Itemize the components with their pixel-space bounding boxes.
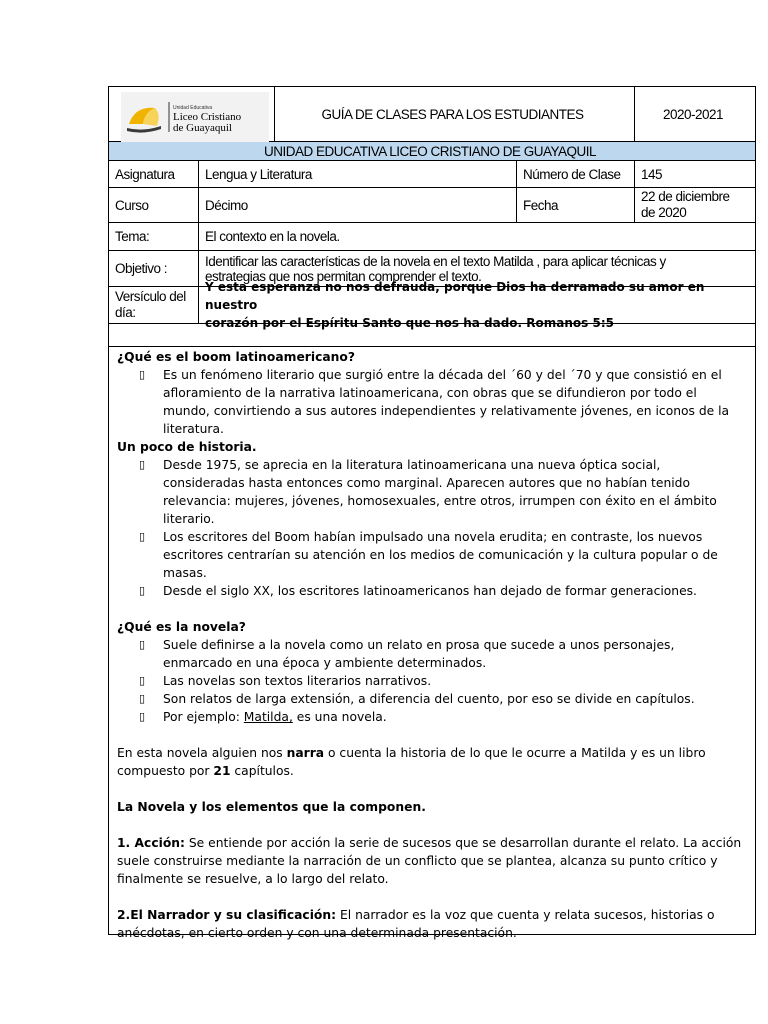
text-span: capítulos. bbox=[230, 764, 294, 778]
text-span: Por ejemplo: bbox=[163, 710, 244, 724]
school-year: 2020-2021 bbox=[662, 106, 724, 122]
curso-row bbox=[109, 188, 755, 223]
asignatura-row bbox=[109, 161, 755, 188]
accion-line-1 bbox=[117, 834, 745, 852]
elementos-heading: La Novela y los elementos que la componen. bbox=[117, 800, 426, 814]
text-span: 21 bbox=[213, 764, 231, 778]
fecha-value-line-1: 22 de diciembre bbox=[641, 189, 730, 204]
institution-name: UNIDAD EDUCATIVA LICEO CRISTIANO DE GUAYAQUIL bbox=[263, 143, 597, 159]
text-line: Son relatos de larga extensión, a diferencia del cuento, por eso se divide en capítulos. bbox=[163, 692, 695, 706]
title-cell bbox=[275, 87, 635, 141]
text-line: literatura. bbox=[163, 422, 224, 436]
text-line: Los escritores del Boom habían impulsado una novela erudita; en contraste, los nuevos bbox=[163, 530, 703, 544]
logo-line-3: de Guayaquil bbox=[173, 122, 232, 134]
bullet-item bbox=[117, 636, 745, 672]
text-line: Desde el siglo XX, los escritores latinoamericanos han dejado de formar generaciones. bbox=[163, 584, 697, 598]
institution-row bbox=[109, 142, 755, 161]
accion-line-2: suele construirse mediante la narración de un conflicto que se plantea, alcanza su punto crítico y bbox=[117, 854, 718, 868]
novela-heading: ¿Qué es la novela? bbox=[117, 620, 246, 634]
text-line: enmarcado en una época y ambiente determinados. bbox=[163, 656, 487, 670]
text-span: narra bbox=[286, 746, 325, 760]
bullet-item bbox=[117, 690, 745, 708]
versiculo-label-line-1: Versículo del bbox=[115, 289, 186, 304]
year-cell bbox=[635, 87, 755, 141]
bullet-item bbox=[117, 708, 745, 726]
header-row bbox=[109, 87, 755, 142]
text-span: En esta novela alguien nos bbox=[117, 746, 287, 760]
narra-paragraph-line-1 bbox=[117, 744, 745, 762]
text-line: afloramiento de la narrativa latinoamericana, con obras que se difundieron por todo el bbox=[163, 386, 697, 400]
tema-row bbox=[109, 223, 755, 251]
bullet-item bbox=[117, 582, 745, 600]
bullet-icon: ▯ bbox=[139, 368, 146, 381]
objetivo-line-2: estrategias que nos permitan comprender el texto. bbox=[205, 268, 482, 284]
text-span: compuesto por bbox=[117, 764, 214, 778]
versiculo-line-2: corazón por el Espíritu Santo que nos ha dado. Romanos 5:5 bbox=[205, 316, 614, 330]
curso-value: Décimo bbox=[205, 197, 248, 213]
curso-label: Curso bbox=[115, 197, 149, 213]
bullet-icon: ▯ bbox=[139, 638, 146, 651]
numero-label: Número de Clase bbox=[523, 166, 621, 182]
bullet-item bbox=[117, 456, 745, 528]
narrador-label: 2.El Narrador y su clasificación: bbox=[117, 908, 337, 922]
empty-row bbox=[109, 324, 755, 347]
objetivo-label: Objetivo : bbox=[115, 261, 168, 276]
text-span: Se entiende por acción la serie de sucesos que se desarrollan durante el relato. La acción bbox=[184, 836, 742, 850]
boom-heading: ¿Qué es el boom latinoamericano? bbox=[117, 350, 355, 364]
versiculo-line-1: Y esta esperanza no nos defrauda, porque Dios ha derramado su amor en nuestro bbox=[205, 280, 705, 312]
tema-label: Tema: bbox=[115, 229, 150, 244]
text-line: Es un fenómeno literario que surgió entre la década del ´60 y del ´70 y que consistió en el bbox=[163, 368, 722, 382]
bullet-icon: ▯ bbox=[139, 710, 146, 723]
versiculo-row bbox=[109, 280, 755, 330]
text-line: mundo, convirtiendo a sus autores independientes y relativamente jóvenes, en iconos de la bbox=[163, 404, 730, 418]
text-line: escritores centrarían su atención en los medios de comunicación y la cultura popular o de bbox=[163, 548, 718, 562]
objetivo-line-1: Identificar las características de la novela en el texto Matilda , para aplicar técnicas y bbox=[205, 253, 666, 269]
text-line: relevancia: mujeres, jóvenes, homosexuales, entre otros, irrumpen con éxito en el ámbito bbox=[163, 494, 717, 508]
text-line: consideradas hasta entonces como marginal. Aparecen autores que no habían tenido bbox=[163, 476, 690, 490]
text-line: Las novelas son textos literarios narrativos. bbox=[163, 674, 432, 688]
accion-line-3: finalmente se resuelve, a lo largo del relato. bbox=[117, 872, 389, 886]
text-line: Desde 1975, se aprecia en la literatura latinoamericana una nueva óptica social, bbox=[163, 458, 661, 472]
numero-value: 145 bbox=[641, 166, 663, 182]
bullet-icon: ▯ bbox=[139, 692, 146, 705]
text-span: o cuenta la historia de lo que le ocurre a Matilda y es un libro bbox=[324, 746, 706, 760]
school-logo bbox=[121, 92, 269, 142]
text-span: es una novela. bbox=[292, 710, 387, 724]
narrador-line-2: anécdotas, en cierto orden y con una determinada presentación. bbox=[117, 926, 517, 940]
bullet-icon: ▯ bbox=[139, 530, 146, 543]
bullet-item bbox=[117, 528, 745, 582]
accion-label: 1. Acción: bbox=[117, 836, 185, 850]
narra-paragraph-line-2 bbox=[117, 762, 745, 780]
lesson-content bbox=[117, 348, 745, 942]
historia-heading: Un poco de historia. bbox=[117, 440, 257, 454]
logo-line-2: Liceo Cristiano bbox=[173, 111, 242, 123]
text-line: masas. bbox=[163, 566, 207, 580]
text-line bbox=[163, 708, 745, 726]
asignatura-label: Asignatura bbox=[115, 166, 175, 182]
matilda-link: Matilda, bbox=[243, 710, 293, 724]
bullet-icon: ▯ bbox=[139, 674, 146, 687]
fecha-value-line-2: de 2020 bbox=[641, 205, 687, 220]
versiculo-label-line-2: día: bbox=[115, 305, 136, 320]
bullet-icon: ▯ bbox=[139, 584, 146, 597]
text-line: Suele definirse a la novela como un relato en prosa que sucede a unos personajes, bbox=[163, 638, 675, 652]
logo-cell bbox=[109, 87, 275, 141]
logo-line-1: Unidad Educativa bbox=[173, 105, 213, 111]
fecha-label: Fecha bbox=[523, 197, 559, 213]
document-page bbox=[108, 86, 756, 940]
narrador-line-1 bbox=[117, 906, 745, 924]
guide-title: GUÍA DE CLASES PARA LOS ESTUDIANTES bbox=[321, 106, 584, 122]
text-line: literario. bbox=[163, 512, 215, 526]
asignatura-value: Lengua y Literatura bbox=[205, 166, 312, 182]
bullet-item bbox=[117, 366, 745, 438]
text-span: El narrador es la voz que cuenta y relata sucesos, historias o bbox=[336, 908, 715, 922]
bullet-item bbox=[117, 672, 745, 690]
tema-value: El contexto en la novela. bbox=[205, 229, 340, 244]
bullet-icon: ▯ bbox=[139, 458, 146, 471]
